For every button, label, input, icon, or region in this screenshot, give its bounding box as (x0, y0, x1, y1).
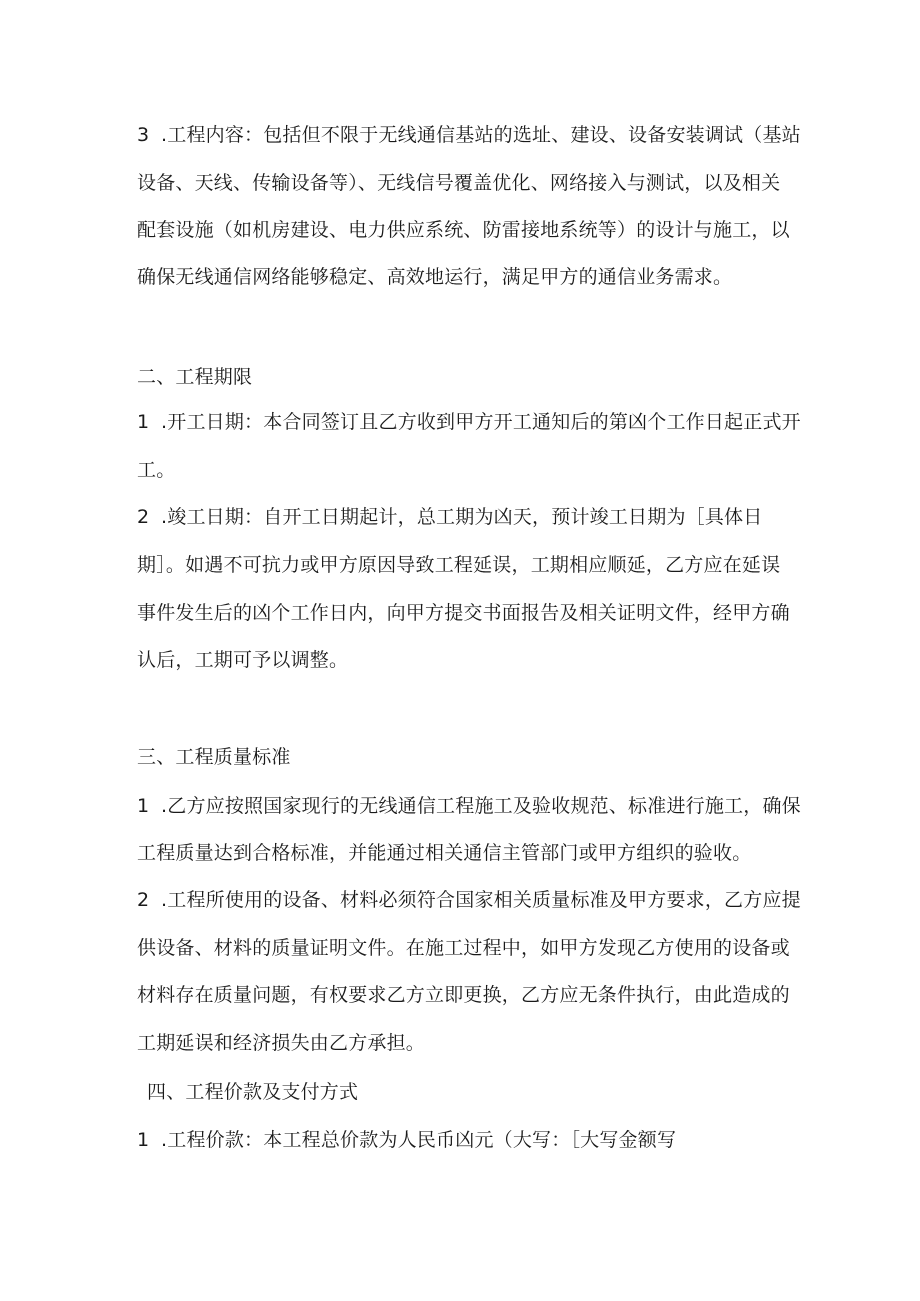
section-heading (147, 1080, 358, 1104)
paragraph-line (137, 936, 790, 960)
line-text: 供设备、材料的质量证明文件。在施工过程中，如甲方发现乙方使用的设备或 (137, 937, 790, 959)
section-heading (137, 745, 291, 769)
paragraph-line (137, 265, 732, 289)
paragraph-line (137, 794, 801, 818)
item-number: 3 (137, 124, 150, 146)
line-text: 认后，工期可予以调整。 (137, 649, 349, 671)
paragraph-line (137, 601, 790, 625)
item-number: 1 (137, 795, 150, 817)
line-text: 材料存在质量问题，有权要求乙方立即更换，乙方应无条件执行，由此造成的 (137, 984, 790, 1006)
item-number: 2 (137, 506, 150, 528)
paragraph-line (137, 841, 751, 865)
heading-text: 三、工程质量标准 (137, 746, 291, 768)
line-text: 工程质量达到合格标准，并能通过相关通信主管部门或甲方组织的验收。 (137, 842, 752, 864)
paragraph-line (137, 553, 780, 577)
line-text: .竣工日期：自开工日期起计，总工期为凶天，预计竣工日期为［具体日 (161, 506, 763, 528)
line-text: 配套设施（如机房建设、电力供应系统、防雷接地系统等）的设计与施工，以 (137, 219, 790, 241)
heading-text: 四、工程价款及支付方式 (147, 1081, 359, 1103)
item-number: 1 (137, 1129, 150, 1151)
paragraph-line (137, 1031, 425, 1055)
section-heading (137, 365, 252, 389)
paragraph-line (137, 123, 801, 147)
item-number: 2 (137, 889, 150, 911)
line-text: 工期延误和经济损失由乙方承担。 (137, 1032, 426, 1054)
paragraph-line (137, 505, 762, 529)
paragraph-line (137, 983, 790, 1007)
heading-text: 二、工程期限 (137, 366, 253, 388)
line-text: .工程内容：包括但不限于无线通信基站的选址、建设、设备安装调试（基站 (161, 124, 801, 146)
line-text: 期］。如遇不可抗力或甲方原因导致工程延误，工期相应顺延，乙方应在延误 (137, 554, 781, 576)
paragraph-line (137, 458, 175, 482)
line-text: .工程价款：本工程总价款为人民币凶元（大写：［大写金额写 (161, 1129, 677, 1151)
paragraph-line (137, 888, 801, 912)
line-text: 确保无线通信网络能够稳定、高效地运行，满足甲方的通信业务需求。 (137, 266, 733, 288)
item-number: 1 (137, 411, 150, 433)
line-text: 设备、天线、传输设备等）、无线信号覆盖优化、网络接入与测试，以及相关 (137, 172, 781, 194)
paragraph-line (137, 1128, 676, 1152)
line-text: .开工日期：本合同签订且乙方收到甲方开工通知后的第凶个工作日起正式开 (161, 411, 801, 433)
paragraph-line (137, 218, 790, 242)
paragraph-line (137, 410, 801, 434)
line-text: .乙方应按照国家现行的无线通信工程施工及验收规范、标准进行施工，确保 (161, 795, 801, 817)
line-text: 事件发生后的凶个工作日内，向甲方提交书面报告及相关证明文件，经甲方确 (137, 602, 790, 624)
paragraph-line (137, 171, 780, 195)
line-text: 工。 (137, 459, 176, 481)
paragraph-line (137, 648, 348, 672)
line-text: .工程所使用的设备、材料必须符合国家相关质量标准及甲方要求，乙方应提 (161, 889, 801, 911)
